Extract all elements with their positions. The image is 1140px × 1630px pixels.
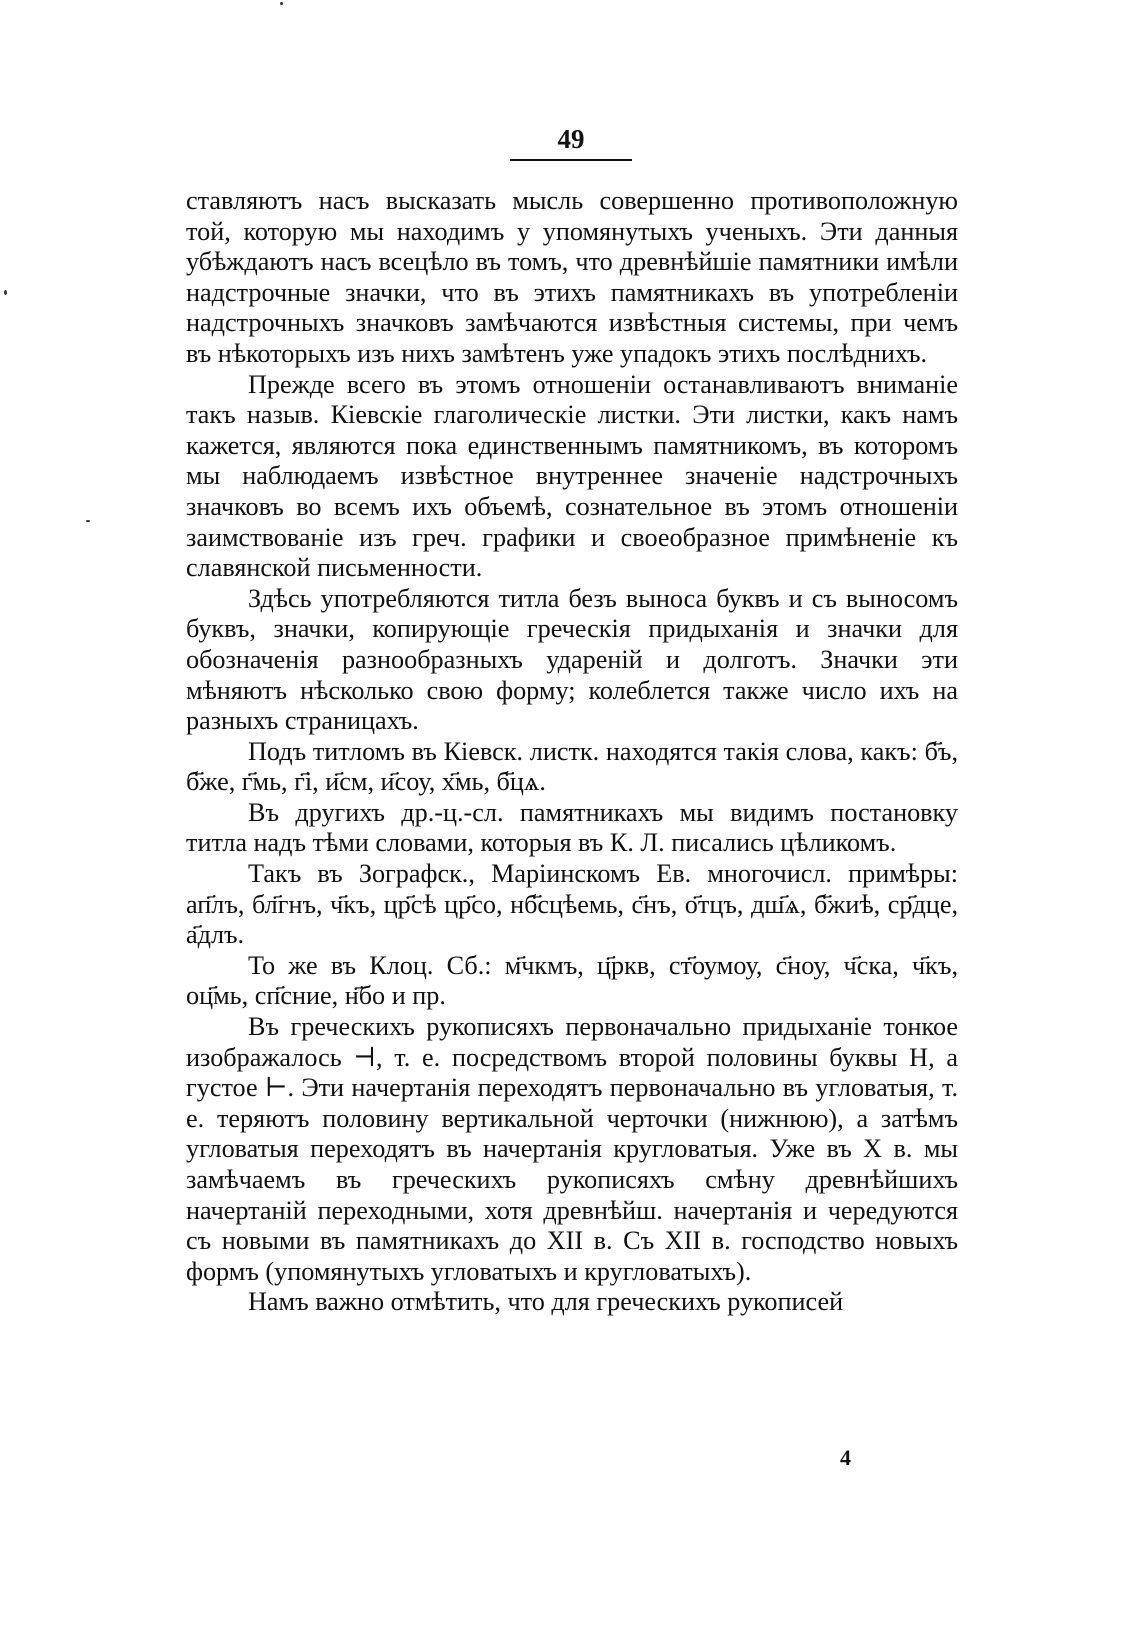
paragraph-3: Здѣсь употребляются титла безъ выноса буквъ и съ выносомъ буквъ, значки, копирующіе греческія придыханія и значки для обозначенія разнообразныхъ удареній и долготъ. Значки эти мѣняютъ нѣсколько свою форму; колеблется также число ихъ на разныхъ страницахъ.: [186, 583, 958, 736]
scan-speck: [4, 290, 7, 295]
page-number: 49: [557, 124, 585, 154]
paragraph-8: Въ греческихъ рукописяхъ первоначально придыханіе тонкое изображалось ⊣, т. е. посредствомъ второй половины буквы Н, а густое ⊢. Эти начертанія переходятъ первоначально въ угловатыя, т. е. теряютъ половину вертикальной черточки (нижнюю), а затѣмъ угловатыя переходятъ въ начертанія кругловатыя. Уже въ X в. мы замѣчаемъ въ греческихъ рукописяхъ смѣну древнѣйшихъ начертаній переходными, хотя древнѣйш. начертанія и чередуются съ новыми въ памятникахъ до XII в. Съ XII в. господство новыхъ формъ (упомянутыхъ угловатыхъ и кругловатыхъ).: [186, 1012, 958, 1286]
paragraph-7: То же въ Клоц. Сб.: м҃чкмъ, ц҃ркв, ст҃оумоу, с҃ноу, ч҃ска, ч҃къ, оц҃мь, сп҃сние, н҃бо и пр.: [186, 950, 958, 1011]
paragraph-9: Намъ важно отмѣтить, что для греческихъ рукописей: [248, 1287, 844, 1317]
paragraph-4: Подъ титломъ въ Кіевск. листк. находятся такія слова, какъ: б҃ъ, б҃же, г҃мь, г҃і, и҃см, и҃соу, х҃мь, б҃цѧ.: [186, 736, 958, 797]
paragraph-6: Такъ въ Зографск., Маріинскомъ Ев. многочисл. примѣры: ап҃лъ, бл҃гнъ, ч҃къ, цр҃сѣ цр҃со, нб҃сцѣемь, с҃нъ, о҃тцъ, дш҃ѧ, б҃жиѣ, ср҃дце, а҃длъ.: [186, 859, 958, 950]
signature-mark: 4: [840, 1445, 851, 1470]
page-number-rule: [510, 159, 632, 161]
scan-speck: [280, 2, 283, 5]
body-text: [186, 186, 958, 1318]
paragraph-2: Прежде всего въ этомъ отношеніи останавливаютъ вниманіе такъ назыв. Кіевскіе глаголическіе листки. Эти листки, какъ намъ кажется, являются пока единственнымъ памятникомъ, въ которомъ мы наблюдаемъ извѣстное внутреннее значеніе надстрочныхъ значковъ во всемъ ихъ объемѣ, сознательное въ этомъ отношеніи заимствованіе изъ греч. графики и своеобразное примѣненіе къ славянской письменности.: [186, 369, 958, 583]
scan-speck: [86, 520, 90, 522]
paragraph-1: ставляютъ насъ высказать мысль совершенно противоположную той, которую мы находимъ у упомянутыхъ ученыхъ. Эти данныя убѣждаютъ насъ всецѣло въ томъ, что древнѣйшіе памятники имѣли надстрочные значки, что въ этихъ памятникахъ въ употребленіи надстрочныхъ значковъ замѣчаются извѣстныя системы, при чемъ въ нѣкоторыхъ изъ нихъ замѣтенъ уже упадокъ этихъ послѣднихъ.: [186, 186, 958, 368]
paragraph-5: Въ другихъ др.-ц.-сл. памятникахъ мы видимъ постановку титла надъ тѣми словами, которыя въ К. Л. писались цѣликомъ.: [186, 797, 958, 858]
